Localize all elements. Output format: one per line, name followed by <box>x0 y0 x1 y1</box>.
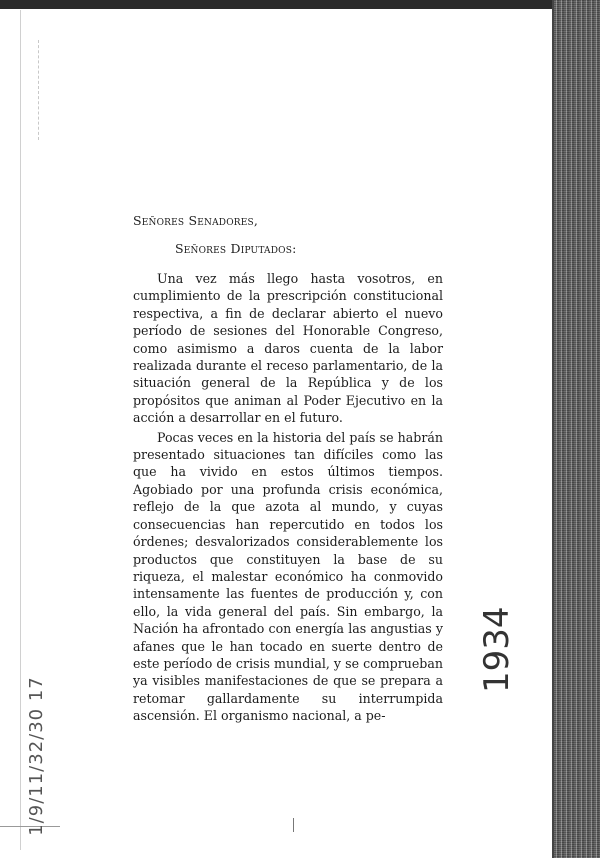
margin-dots <box>38 40 40 140</box>
margin-rule <box>20 10 21 850</box>
scan-right-edge <box>554 0 600 858</box>
handwritten-margin-note: 1/9/11/32/30 17 <box>26 676 47 836</box>
salutation-deputies: Señores Diputados: <box>175 241 297 256</box>
salutation-senators: Señores Senadores, <box>133 213 259 228</box>
scan-top-edge <box>0 0 600 9</box>
paragraph-1: Una vez más llego hasta vosotros, en cumplimiento de la prescripción constitucional respectiva, a fin de declarar abierto el nuevo período de sesiones del Honorable Congreso, como asimismo a daros cuenta de la labor realizada durante el receso parlamentario, de la situación general de la República y de los propósitos que animan al Poder Ejecutivo en la acción a desarrollar en el futuro. <box>133 271 443 426</box>
gutter-mark <box>293 818 294 832</box>
paragraph-2: Pocas veces en la historia del país se habrán presentado situaciones tan difíciles como las que ha vivido en estos últimos tiempos. Agobiado por una profunda crisis económica, reflejo de la que azota al mundo, y cuyas consecuencias han repercutido en todos los órdenes; desvalorizados considerablemente los productos que constituyen la base de su riqueza, el malestar económico ha conmovido intensamente las fuentes de producción y, con ello, la vida general del país. Sin embargo, la Nación ha afrontado con energía las angustias y afanes que le han tocado en suerte dentro de este período de crisis mundial, y se comprueban ya visibles manifestaciones de que se prepara a retomar gallardamente su interrumpida ascensión. El organismo nacional, a pe- <box>133 429 443 724</box>
document-body <box>133 212 443 725</box>
handwritten-year: 1934 <box>477 606 517 693</box>
